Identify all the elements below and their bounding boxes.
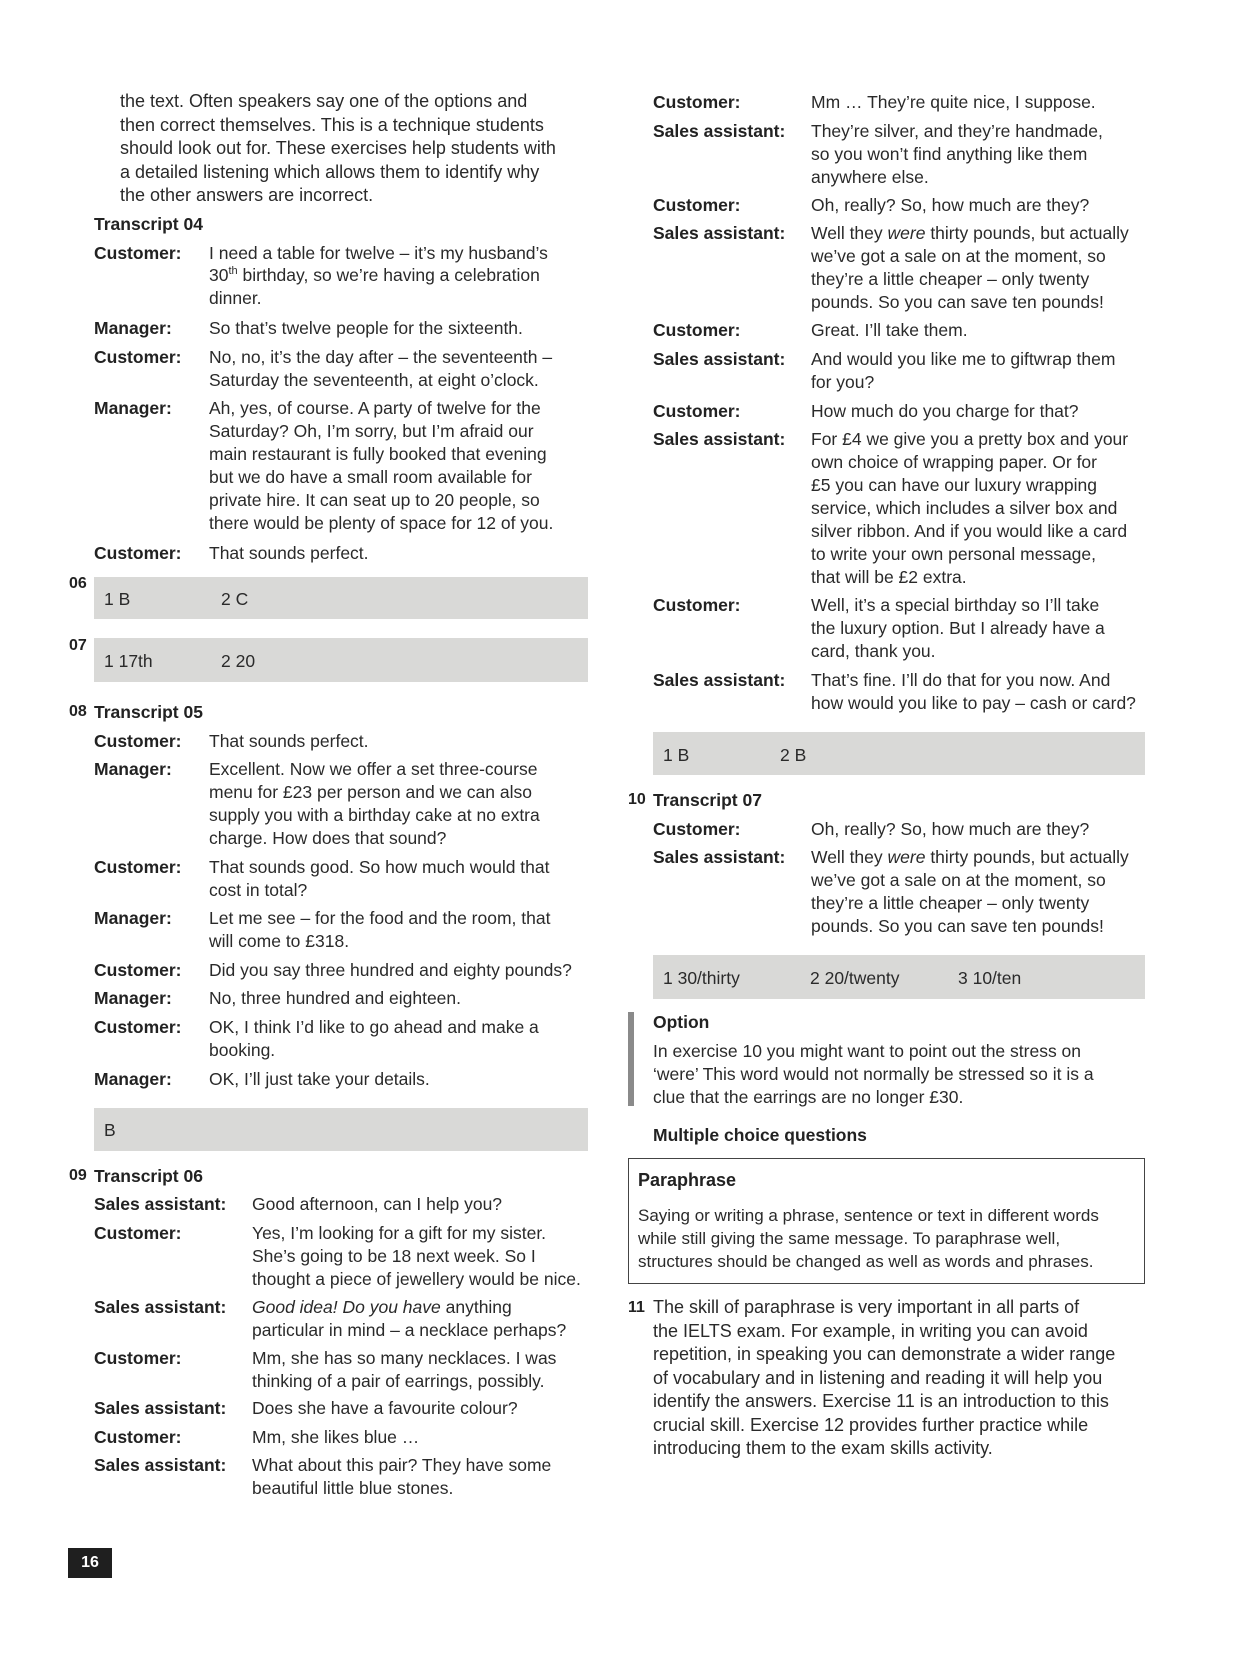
dialogue-line: Well they were thirty pounds, but actually [811,847,1129,867]
speaker-label: Manager: [94,759,172,779]
dialogue-line: own choice of wrapping paper. Or for [811,452,1097,472]
dialogue-line: Oh, really? So, how much are they? [811,195,1090,215]
speaker-label: Customer: [94,1223,182,1243]
speaker-label: Sales assistant: [94,1455,227,1475]
paragraph-line: the IELTS exam. For example, in writing you can avoid [653,1320,1088,1341]
dialogue-line: card, thank you. [811,641,936,661]
paraphrase-title: Paraphrase [638,1170,737,1190]
dialogue-line: Well, it’s a special birthday so I’ll take [811,595,1100,615]
option-line: clue that the earrings are no longer £30. [653,1087,964,1107]
answer-bar [653,732,1145,775]
dialogue-line: we’ve got a sale on at the moment, so [811,246,1106,266]
answer-bar [94,1108,588,1151]
intro-line: the other answers are incorrect. [120,185,374,205]
speaker-label: Customer: [94,347,182,367]
speaker-label: Customer: [94,1348,182,1368]
dialogue-line: And would you like me to giftwrap them [811,349,1116,369]
option-line: ‘were’ This word would not normally be stressed so it is a [653,1064,1094,1084]
speaker-label: Customer: [94,857,182,877]
dialogue-line: thinking of a pair of earrings, possibly. [252,1371,545,1391]
dialogue-line: No, three hundred and eighteen. [209,988,461,1008]
speaker-label: Customer: [94,1017,182,1037]
speaker-label: Customer: [94,243,182,263]
answer: 2 20/twenty [810,968,900,988]
speaker-label: Customer: [94,731,182,751]
dialogue-line: private hire. It can seat up to 20 people, so [209,490,540,510]
answer: 1 B [663,745,690,765]
paragraph-line: introducing them to the exam skills activity. [653,1438,993,1458]
dialogue-line: thought a piece of jewellery would be nice. [252,1269,581,1289]
transcript-06-heading: Transcript 06 [94,1166,203,1186]
dialogue-line: Yes, I’m looking for a gift for my sister. [252,1223,547,1243]
intro-line: the text. Often speakers say one of the options and [120,91,528,111]
intro-line: a detailed listening which allows them to identify why [120,161,540,182]
answer: 2 20 [221,651,256,671]
transcript-04-heading: Transcript 04 [94,214,203,234]
answer: 2 C [221,589,249,609]
dialogue-line: £5 you can have our luxury wrapping [811,475,1098,495]
dialogue-line: She’s going to be 18 next week. So I [252,1246,536,1266]
dialogue-line: Well they were thirty pounds, but actually [811,223,1129,243]
dialogue-line: No, no, it’s the day after – the seventeenth – [209,347,553,367]
dialogue-line: Great. I’ll take them. [811,320,968,340]
dialogue-line: Does she have a favourite colour? [252,1398,518,1418]
dialogue-line: Good idea! Do you have anything [252,1297,512,1317]
dialogue-line: Mm … They’re quite nice, I suppose. [811,92,1096,112]
answer: 1 30/thirty [663,968,740,988]
paragraph-line: identify the answers. Exercise 11 is an introduction to this [653,1391,1109,1411]
dialogue-line: Did you say three hundred and eighty pounds? [209,960,572,980]
speaker-label: Sales assistant: [94,1297,227,1317]
dialogue-line: Mm, she has so many necklaces. I was [252,1348,557,1368]
dialogue-line: I need a table for twelve – it’s my husband’s [209,243,548,263]
dialogue-line: but we do have a small room available for [209,467,532,487]
speaker-label: Manager: [94,1069,172,1089]
dialogue-line: OK, I think I’d like to go ahead and make a [209,1017,539,1037]
dialogue-line: beautiful little blue stones. [252,1478,454,1498]
section-heading: Multiple choice questions [653,1125,867,1145]
speaker-label: Customer: [94,543,182,563]
dialogue-line: anywhere else. [811,167,929,187]
option-line: In exercise 10 you might want to point out the stress on [653,1041,1082,1061]
dialogue-line: pounds. So you can save ten pounds! [811,916,1104,936]
dialogue-line: 30th birthday, so we’re having a celebration [209,265,540,285]
exercise-number: 10 [628,791,646,808]
speaker-label: Sales assistant: [653,121,786,141]
dialogue-line: pounds. So you can save ten pounds! [811,292,1104,312]
speaker-label: Customer: [94,1427,182,1447]
exercise-number: 11 [628,1299,645,1316]
exercise-number: 07 [69,637,87,654]
dialogue-line: Good afternoon, can I help you? [252,1194,503,1214]
answer: 1 17th [104,651,153,671]
dialogue-line: for you? [811,372,875,392]
dialogue-line: that will be £2 extra. [811,567,967,587]
dialogue-line: Let me see – for the food and the room, that [209,908,551,928]
dialogue-line: we’ve got a sale on at the moment, so [811,870,1106,890]
dialogue-line: service, which includes a silver box and [811,498,1118,518]
dialogue-line: so you won’t find anything like them [811,144,1088,164]
speaker-label: Sales assistant: [653,670,786,690]
answer-bar [94,577,588,619]
exercise-number: 09 [69,1167,87,1184]
speaker-label: Sales assistant: [653,847,786,867]
answer: 2 B [780,745,807,765]
paraphrase-line: structures should be changed as well as words and phrases. [638,1252,1094,1271]
speaker-label: Sales assistant: [653,223,786,243]
dialogue-line: They’re silver, and they’re handmade, [811,121,1103,141]
dialogue-line: That’s fine. I’ll do that for you now. And [811,670,1111,690]
dialogue-line: how would you like to pay – cash or card? [811,693,1136,713]
intro-paragraph [120,90,556,208]
dialogue-line: will come to £318. [209,931,350,951]
page-number: 16 [68,1548,112,1578]
speaker-label: Manager: [94,988,172,1008]
dialogue-line: Ah, yes, of course. A party of twelve for the [209,398,541,418]
dialogue-line: booking. [209,1040,276,1060]
answer: 1 B [104,589,131,609]
answer: 3 10/ten [958,968,1022,988]
speaker-label: Customer: [94,960,182,980]
dialogue-line: How much do you charge for that? [811,401,1079,421]
exercise-number: 08 [69,703,87,720]
dialogue-line: they’re a little cheaper – only twenty [811,893,1090,913]
dialogue-line: supply you with a birthday cake at no extra [209,805,540,825]
speaker-label: Customer: [653,819,741,839]
dialogue-line: That sounds good. So how much would that [209,857,550,877]
speaker-label: Sales assistant: [94,1194,227,1214]
transcript-07-heading: Transcript 07 [653,790,762,810]
dialogue-line: cost in total? [209,880,308,900]
dialogue-line: OK, I’ll just take your details. [209,1069,430,1089]
speaker-label: Manager: [94,318,172,338]
answer-bar [94,638,588,682]
dialogue-line: there would be plenty of space for 12 of you. [209,513,554,533]
dialogue-line: That sounds perfect. [209,543,369,563]
option-side-bar [628,1012,634,1106]
dialogue-line: main restaurant is fully booked that evening [209,444,547,464]
dialogue-line: to write your own personal message, [811,544,1096,564]
speaker-label: Customer: [653,320,741,340]
answer: B [104,1120,116,1140]
intro-line: should look out for. These exercises help students with [120,138,556,158]
speaker-label: Customer: [653,92,741,112]
dialogue-line: That sounds perfect. [209,731,369,751]
dialogue-line: For £4 we give you a pretty box and your [811,429,1129,449]
paragraph-line: of vocabulary and in listening and reading it will help you [653,1367,1103,1388]
dialogue-line: they’re a little cheaper – only twenty [811,269,1090,289]
speaker-label: Sales assistant: [653,349,786,369]
dialogue-line: the luxury option. But I already have a [811,618,1105,638]
paragraph-line: repetition, in speaking you can demonstrate a wider range [653,1344,1116,1364]
option-title: Option [653,1012,710,1032]
speaker-label: Customer: [653,195,741,215]
speaker-label: Sales assistant: [94,1398,227,1418]
dialogue-line: particular in mind – a necklace perhaps? [252,1320,567,1340]
intro-line: then correct themselves. This is a technique students [120,114,544,135]
dialogue-line: Saturday? Oh, I’m sorry, but I’m afraid our [209,421,534,441]
dialogue-line: Oh, really? So, how much are they? [811,819,1090,839]
paragraph-line: crucial skill. Exercise 12 provides further practice while [653,1414,1089,1435]
speaker-label: Manager: [94,908,172,928]
exercise-number: 06 [69,575,87,592]
dialogue-line: Saturday the seventeenth, at eight o’clock. [209,370,539,390]
paraphrase-line: Saying or writing a phrase, sentence or text in different words [638,1206,1099,1225]
speaker-label: Sales assistant: [653,429,786,449]
speaker-label: Customer: [653,595,741,615]
dialogue-line: So that’s twelve people for the sixteenth. [209,318,523,338]
paragraph-line: The skill of paraphrase is very important in all parts of [653,1297,1080,1317]
paraphrase-line: while still giving the same message. To paraphrase well, [638,1229,1061,1248]
dialogue-line: charge. How does that sound? [209,828,447,848]
speaker-label: Customer: [653,401,741,421]
dialogue-line: Mm, she likes blue … [252,1427,420,1447]
exercise-11-paragraph [653,1296,1115,1461]
dialogue-line: menu for £23 per person and we can also [209,782,532,802]
dialogue-line: silver ribbon. And if you would like a card [811,521,1128,541]
transcript-05-heading: Transcript 05 [94,702,203,722]
dialogue-line: dinner. [209,288,262,308]
dialogue-line: What about this pair? They have some [252,1455,552,1475]
speaker-label: Manager: [94,398,172,418]
dialogue-line: Excellent. Now we offer a set three-course [209,759,538,779]
